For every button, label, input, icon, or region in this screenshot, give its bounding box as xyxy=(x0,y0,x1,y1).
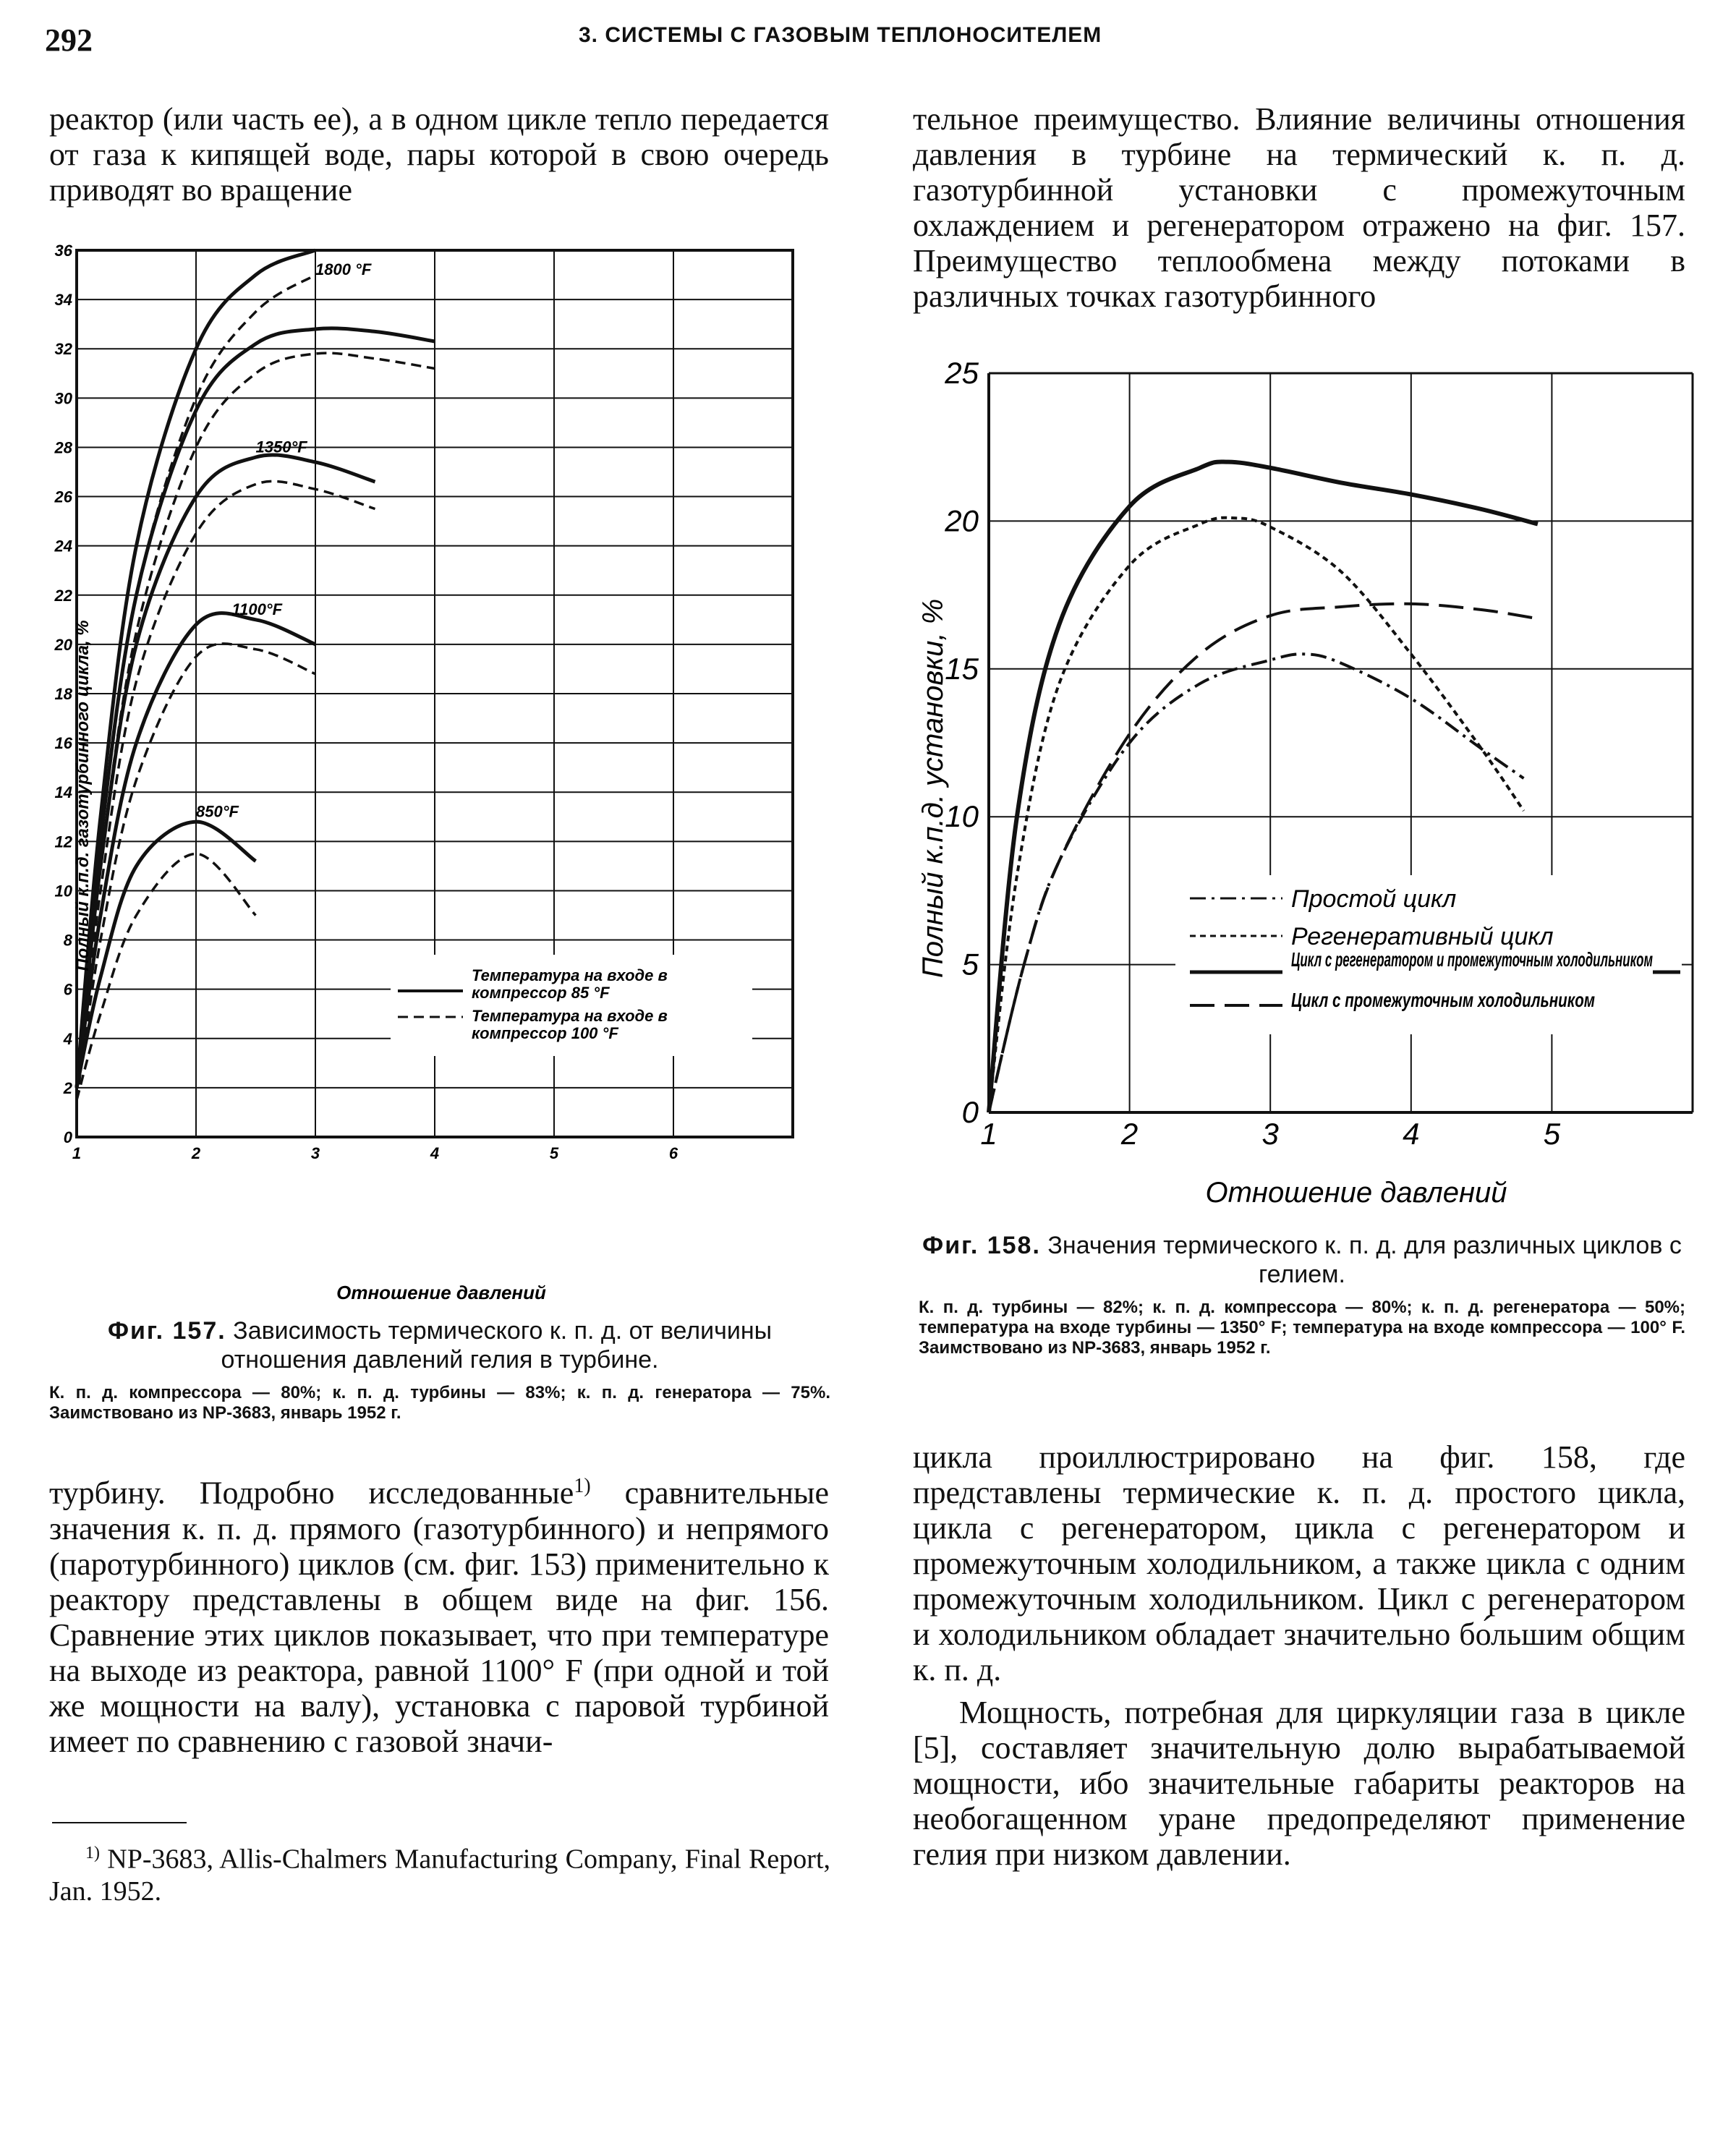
left-top-paragraph: реактор (или часть ее), а в одном цикле тепло передается от газа к кипящей воде, пары которой в свою очередь приводят во вращение xyxy=(49,101,829,208)
f157-y-tick: 28 xyxy=(54,438,72,457)
f158-y-tick: 0 xyxy=(961,1095,979,1129)
f158-x-tick: 1 xyxy=(980,1117,997,1151)
f158-series-line xyxy=(989,604,1538,1112)
f158-legend-regen-cooler: Цикл с регенератором и промежуточным холодильником xyxy=(1291,948,1654,971)
fig157-label: Фиг. 157. xyxy=(107,1317,226,1345)
f157-legend-2b: компрессор 100 °F xyxy=(472,1024,618,1042)
right-top-text xyxy=(913,101,1685,314)
fig158-caption-text: Значения термического к. п. д. для различных циклов с гелием. xyxy=(1047,1232,1682,1288)
f157-y-tick: 6 xyxy=(63,980,72,999)
f157-series-line xyxy=(77,481,375,1099)
figure-157-caption xyxy=(49,1316,830,1423)
f157-y-tick: 34 xyxy=(54,291,72,310)
f157-x-tick: 6 xyxy=(668,1144,678,1162)
f158-x-tick: 3 xyxy=(1261,1117,1279,1151)
f157-x-tick: 1 xyxy=(72,1144,82,1162)
f157-y-tick: 32 xyxy=(54,340,72,359)
f157-y-tick: 22 xyxy=(54,586,72,605)
f157-legend-1a: Температура на входе в xyxy=(472,966,668,984)
f157-legend-1b: компрессор 85 °F xyxy=(472,984,610,1002)
f157-legend-2a: Температура на входе в xyxy=(472,1007,668,1025)
f158-legend-cooler: Цикл с промежуточным холодильником xyxy=(1291,989,1596,1011)
left-bottom-part2: сравнительные значения к. п. д. прямого (газотурбинного) и непрямого (паротурбинного) циклов (см. фиг. 153) применительно к реактору представлены в общем виде на фиг. 156. Сравнение этих циклов показывает, что при температуре на выходе из реактора, равной 1100° F (при одной и той же мощности на валу), установка с паровой турбиной имеет по сравнению с газовой значи- xyxy=(49,1475,829,1759)
f158-y-tick: 20 xyxy=(945,503,979,538)
left-bottom-part1: турбину. Подробно исследованные xyxy=(49,1475,574,1511)
f158-x-tick: 2 xyxy=(1120,1117,1139,1151)
f157-y-tick: 12 xyxy=(54,833,72,851)
running-header: 3. СИСТЕМЫ С ГАЗОВЫМ ТЕПЛОНОСИТЕЛЕМ xyxy=(579,23,1102,47)
footnote-mark: 1) xyxy=(85,1844,100,1862)
f158-y-tick: 10 xyxy=(945,799,979,834)
figure-158-caption xyxy=(919,1231,1685,1358)
f157-series-line xyxy=(77,353,435,1100)
f157-curve-label: 1100°F xyxy=(231,600,283,619)
f158-y-tick: 15 xyxy=(945,651,979,686)
right-bottom-text xyxy=(913,1439,1685,1872)
f157-y-tick: 8 xyxy=(63,931,72,950)
f157-y-tick: 30 xyxy=(54,389,72,408)
f157-y-tick: 18 xyxy=(54,685,72,703)
f158-y-tick: 25 xyxy=(945,356,979,390)
f157-y-axis-title: Полный к.п.д. газотурбинного цикла, % xyxy=(73,620,93,971)
f157-x-tick: 3 xyxy=(310,1144,320,1162)
figure-158-chart xyxy=(908,340,1696,1208)
f158-legend-regen: Регенеративный цикл xyxy=(1291,923,1554,950)
f157-y-tick: 10 xyxy=(54,882,72,900)
right-bottom-paragraph-1: цикла проиллюстрировано на фиг. 158, где представлены термические к. п. д. простого цикла, цикла с регенератором, цикла с регенератором и промежуточным холодильником, а также цикла с одним промежуточным холодильником. Цикл с регенератором и холодильником обладает значительно бо́льшим общим к. п. д. xyxy=(913,1439,1685,1687)
fig157-caption-text: Зависимость термического к. п. д. от величины отношения давлений гелия в турбине. xyxy=(221,1317,773,1374)
left-top-text xyxy=(49,101,829,208)
footnote xyxy=(49,1837,830,1907)
f158-x-axis-title: Отношение давлений xyxy=(1205,1177,1507,1209)
f158-x-tick: 5 xyxy=(1543,1117,1561,1151)
left-bottom-paragraph xyxy=(49,1468,829,1759)
footnote-rule xyxy=(52,1822,187,1823)
right-top-paragraph: тельное преимущество. Влияние величины отношения давления в турбине на термический к. п. д. газотурбинной установки с промежуточным охлаждением и регенератором отражено на фиг. 157. Преимущество теплообмена между потоками в различных точках газотурбинного xyxy=(913,101,1685,314)
f157-y-tick: 14 xyxy=(54,783,72,802)
f157-curve-labels xyxy=(196,260,372,820)
f157-x-tick: 4 xyxy=(430,1144,440,1162)
f157-y-tick: 4 xyxy=(63,1029,72,1048)
footnote-ref: 1) xyxy=(574,1475,591,1497)
f157-x-tick: 5 xyxy=(549,1144,559,1162)
left-bottom-text xyxy=(49,1468,829,1759)
f157-y-tick: 0 xyxy=(63,1128,72,1146)
f157-curve-label: 1800 °F xyxy=(315,260,372,279)
f157-y-tick: 36 xyxy=(54,242,72,260)
footnote-text: NP-3683, Allis-Chalmers Manufacturing Company, Final Report, Jan. 1952. xyxy=(49,1844,831,1907)
fig157-note: К. п. д. компрессора — 80%; к. п. д. турбины — 83%; к. п. д. генератора — 75%. Заимствовано из NP-3683, январь 1952 г. xyxy=(49,1383,830,1423)
page-number: 292 xyxy=(45,22,93,58)
f157-curves xyxy=(77,250,435,1100)
f157-curve-label: 850°F xyxy=(196,802,239,821)
f157-y-tick: 26 xyxy=(54,487,72,506)
f157-y-tick: 16 xyxy=(54,734,72,753)
f158-y-tick: 5 xyxy=(961,947,979,982)
f158-legend-simple: Простой цикл xyxy=(1291,885,1457,913)
f158-x-tick: 4 xyxy=(1403,1117,1420,1151)
f158-y-axis-title: Полный к.п.д. установки, % xyxy=(917,598,949,979)
f157-y-tick: 2 xyxy=(63,1078,72,1097)
f157-x-axis-title: Отношение давлений xyxy=(336,1282,546,1303)
f157-series-line xyxy=(77,455,375,1088)
right-bottom-paragraph-2: Мощность, потребная для циркуляции газа в цикле [5], составляет значительную долю вырабатываемой мощности, ибо значительные габариты реакторов на необогащенном уране предопределяют применение гелия при низком давлении. xyxy=(913,1695,1685,1872)
fig158-note: К. п. д. турбины — 82%; к. п. д. компрессора — 80%; к. п. д. регенератора — 50%; температура на входе турбины — 1350° F; температура на входе компрессора — 100° F. Заимствовано из NP-3683, январь 1952 г. xyxy=(919,1298,1685,1358)
fig158-label: Фиг. 158. xyxy=(922,1232,1041,1259)
f157-y-tick: 20 xyxy=(54,635,72,654)
f157-x-tick: 2 xyxy=(191,1144,201,1162)
f157-curve-label: 1350°F xyxy=(255,438,307,456)
f157-y-tick: 24 xyxy=(54,537,72,555)
figure-157-chart xyxy=(54,242,832,1309)
